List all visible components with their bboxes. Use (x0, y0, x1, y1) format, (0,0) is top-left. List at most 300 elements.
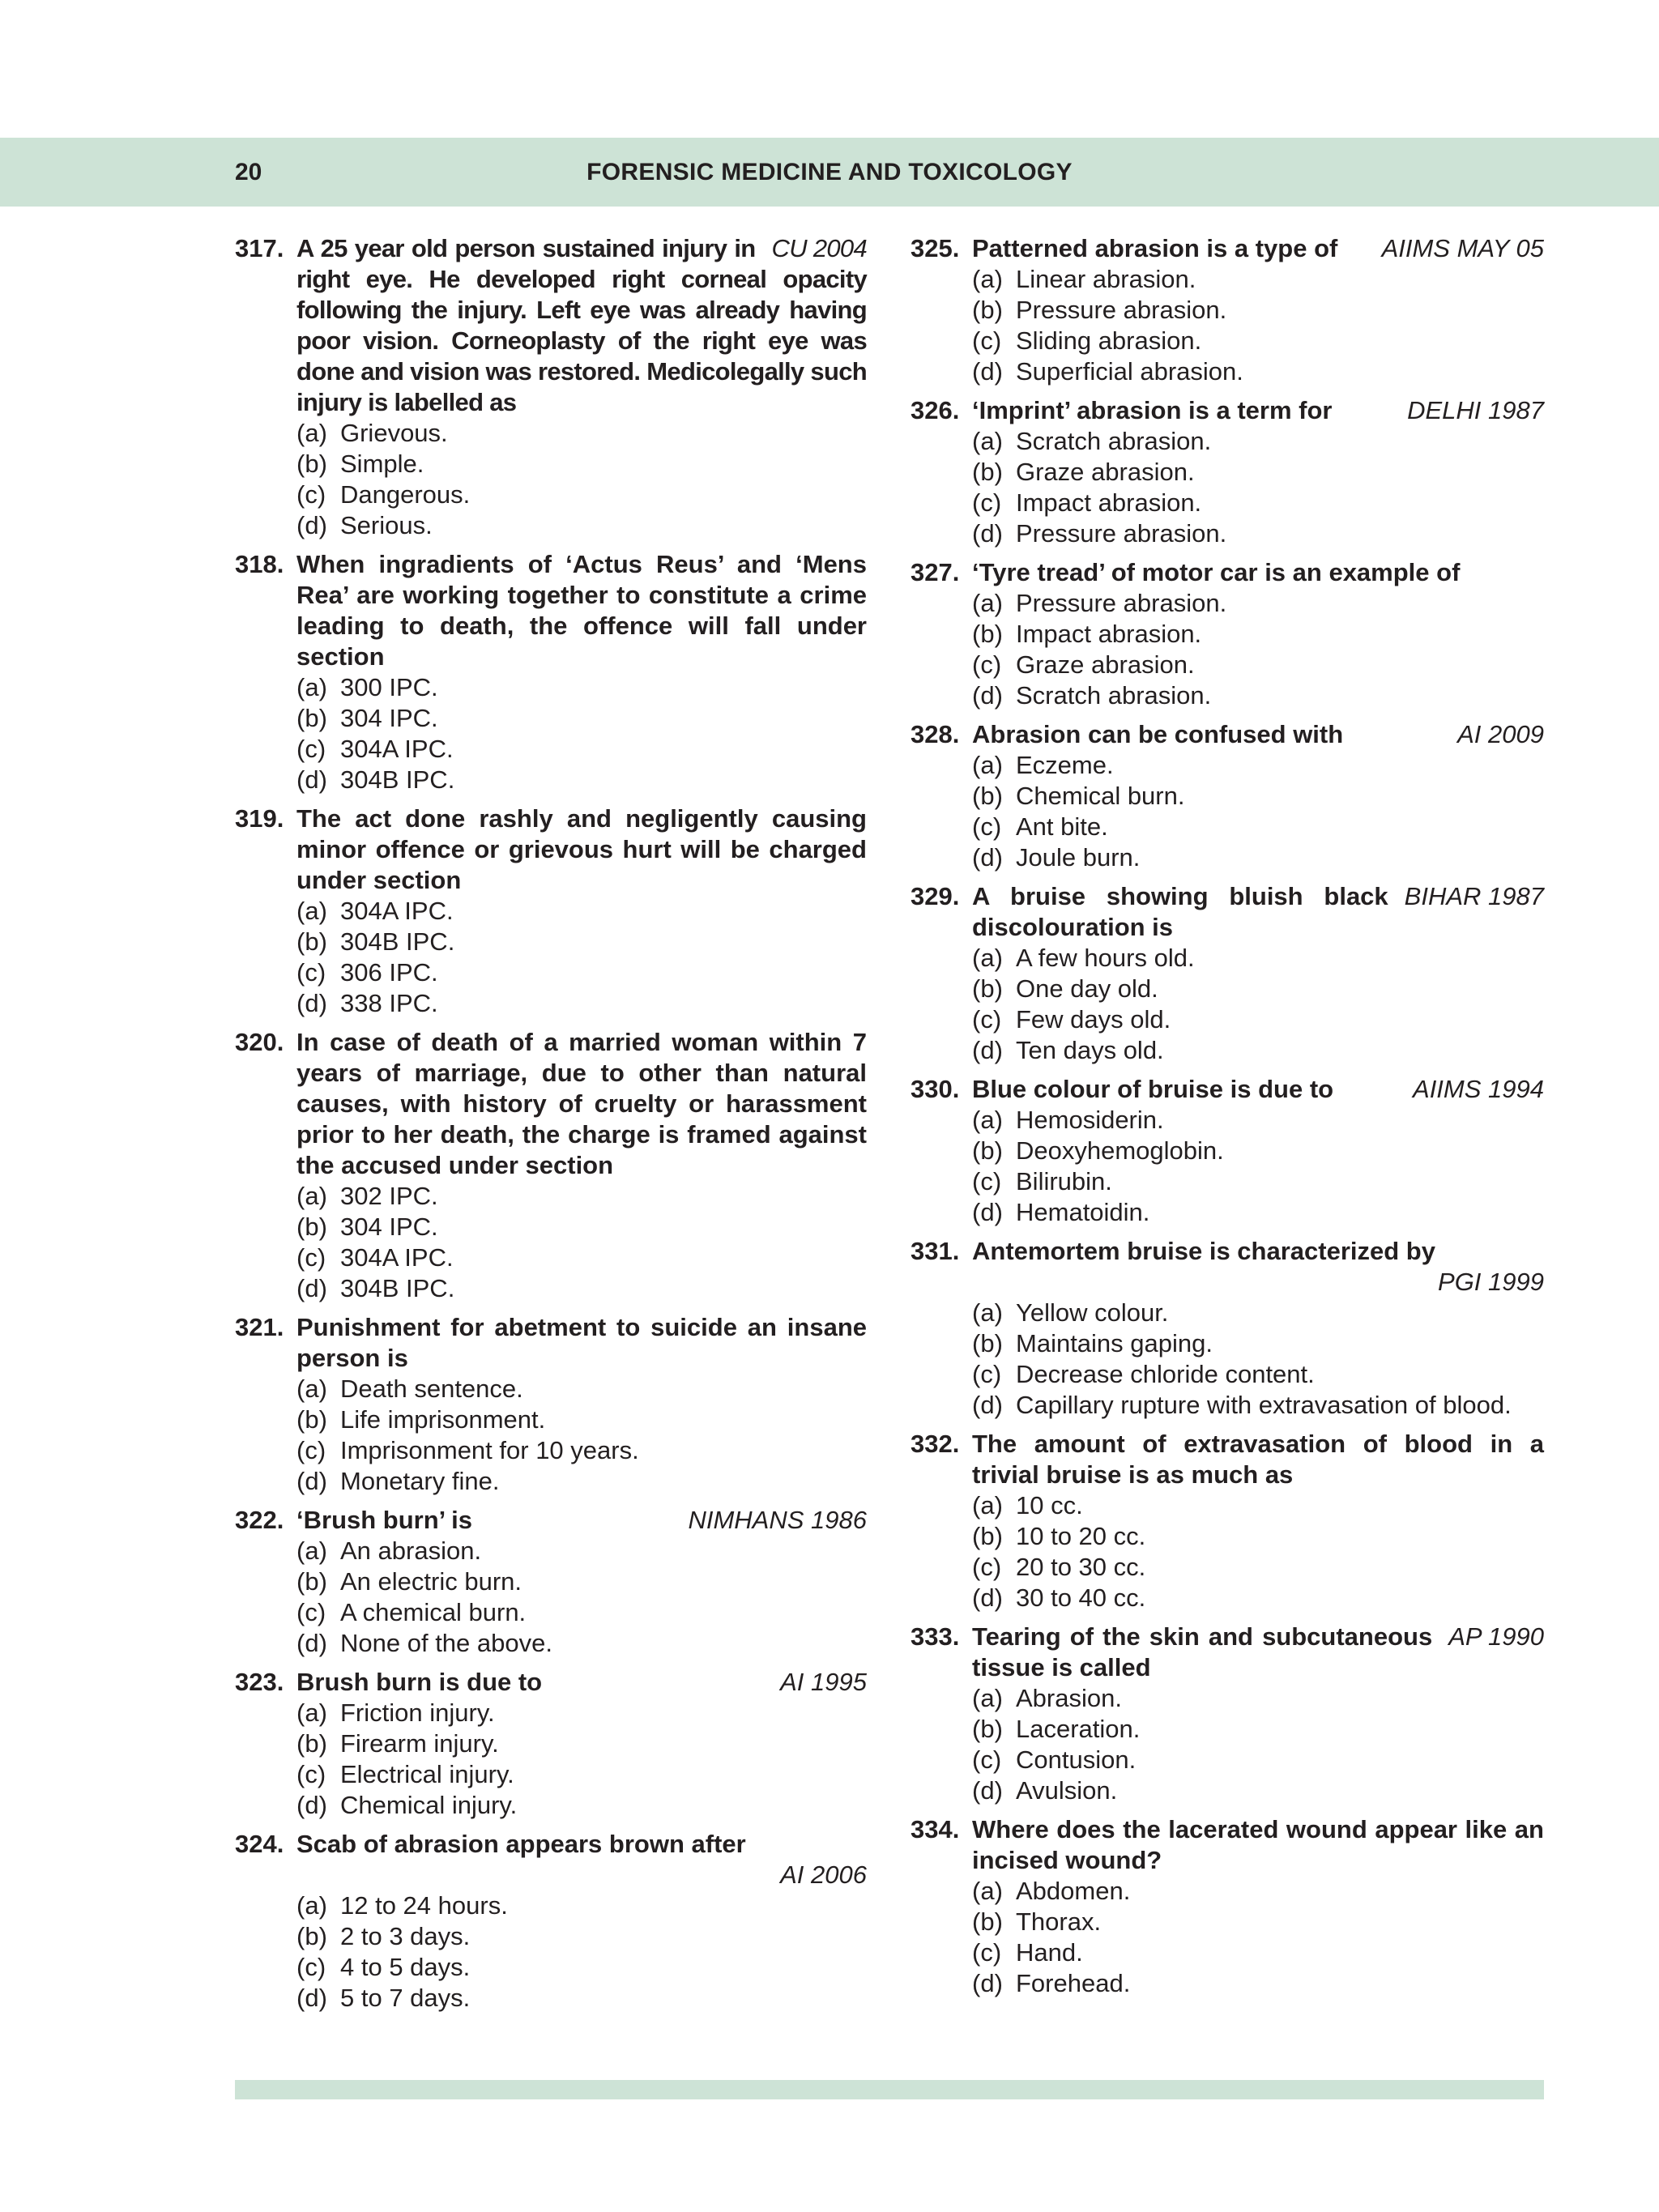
option-label: (c) (296, 1953, 326, 1981)
question-number: 334. (911, 1815, 960, 1843)
option-label: (d) (972, 1036, 1003, 1064)
question-source: NIMHANS 1986 (688, 1506, 867, 1534)
option-text: Ten days old. (1016, 1036, 1164, 1064)
option-item (972, 1552, 1544, 1583)
option-label: (d) (972, 1969, 1003, 1997)
question-325 (911, 233, 1544, 387)
question-header (911, 233, 1544, 264)
option-text: None of the above. (340, 1629, 552, 1657)
question-header (911, 1074, 1544, 1105)
option-label: (c) (972, 1360, 1002, 1388)
question-number: 328. (911, 720, 960, 748)
option-item (296, 1404, 867, 1435)
option-label: (b) (296, 1567, 327, 1596)
question-330 (911, 1074, 1544, 1228)
question-header (235, 233, 867, 418)
question-number: 325. (911, 234, 960, 262)
option-item (296, 1728, 867, 1759)
option-label: (c) (972, 1938, 1002, 1967)
question-stem: Punishment for abetment to suicide an insane person is (296, 1313, 867, 1372)
option-label: (d) (296, 1791, 327, 1819)
options-list (235, 1181, 867, 1304)
option-item (972, 1035, 1544, 1066)
question-stem: The amount of extravasation of blood in a trivial bruise is as much as (972, 1430, 1544, 1489)
option-text: Impact abrasion. (1016, 488, 1202, 517)
options-list (911, 943, 1544, 1066)
option-item (972, 781, 1544, 812)
question-stem: Scab of abrasion appears brown after (296, 1830, 746, 1858)
question-322 (235, 1505, 867, 1659)
question-324 (235, 1829, 867, 2014)
option-item (296, 1597, 867, 1628)
option-label: (a) (296, 1536, 327, 1565)
option-item (972, 588, 1544, 619)
option-text: 304A IPC. (340, 735, 454, 763)
option-label: (b) (972, 620, 1003, 648)
option-label: (d) (296, 765, 327, 794)
option-text: Abrasion. (1016, 1684, 1122, 1712)
option-label: (c) (296, 1243, 326, 1272)
question-number: 326. (911, 396, 960, 424)
option-text: An abrasion. (340, 1536, 482, 1565)
question-header (911, 1236, 1544, 1298)
question-source: AI 2009 (1457, 720, 1544, 748)
question-header (911, 1429, 1544, 1490)
option-item (972, 842, 1544, 873)
option-item (972, 1521, 1544, 1552)
option-label: (a) (296, 673, 327, 701)
option-item (972, 1683, 1544, 1714)
question-text (972, 1814, 1544, 1876)
option-item (972, 1166, 1544, 1197)
option-text: Electrical injury. (340, 1760, 514, 1788)
option-item (296, 1242, 867, 1273)
option-text: Death sentence. (340, 1375, 523, 1403)
question-stem: Where does the lacerated wound appear like an incised wound? (972, 1815, 1544, 1874)
question-number: 330. (911, 1075, 960, 1103)
option-item (972, 264, 1544, 295)
question-334 (911, 1814, 1544, 1999)
option-text: 20 to 30 cc. (1016, 1553, 1146, 1581)
option-item (296, 479, 867, 510)
option-text: 5 to 7 days. (340, 1984, 471, 2012)
question-header (235, 1505, 867, 1536)
option-item (296, 1790, 867, 1821)
option-text: Pressure abrasion. (1016, 296, 1227, 324)
question-stem: A 25 year old person sustained injury in right eye. He developed right corneal opacity following the injury. Left eye was already having poor vision. Corneoplasty of the right eye was done and vision was restored. Medicolegally such injury is labelled as (296, 234, 867, 416)
option-label: (c) (972, 812, 1002, 841)
options-list (235, 896, 867, 1019)
option-item (972, 1490, 1544, 1521)
option-item (972, 1583, 1544, 1613)
option-item (296, 449, 867, 479)
option-text: Chemical burn. (1016, 782, 1185, 810)
option-label: (c) (296, 1598, 326, 1626)
option-text: Pressure abrasion. (1016, 519, 1227, 548)
option-item (296, 418, 867, 449)
option-text: 10 to 20 cc. (1016, 1522, 1146, 1550)
option-label: (c) (972, 326, 1002, 355)
option-text: Few days old. (1016, 1005, 1171, 1034)
option-item (972, 326, 1544, 356)
question-328 (911, 719, 1544, 873)
question-text (972, 1622, 1544, 1683)
option-text: 304A IPC. (340, 1243, 454, 1272)
options-list (235, 1374, 867, 1497)
question-318 (235, 549, 867, 795)
option-label: (b) (296, 927, 327, 956)
question-number: 321. (235, 1313, 284, 1341)
question-text (296, 1829, 867, 1860)
option-item (296, 1921, 867, 1952)
running-title: FORENSIC MEDICINE AND TOXICOLOGY (586, 159, 1073, 185)
question-text (296, 1312, 867, 1374)
question-stem: A bruise showing bluish black discolouration is (972, 882, 1388, 941)
option-label: (b) (296, 1405, 327, 1434)
question-stem: Blue colour of bruise is due to (972, 1075, 1334, 1103)
question-number: 319. (235, 804, 284, 833)
option-label: (a) (972, 1877, 1003, 1905)
option-label: (d) (296, 511, 327, 539)
option-label: (b) (296, 1213, 327, 1241)
option-item (972, 1775, 1544, 1806)
options-list (235, 418, 867, 541)
option-label: (d) (296, 1274, 327, 1302)
option-label: (a) (972, 1684, 1003, 1712)
question-stem: In case of death of a married woman within 7 years of marriage, due to other than natural causes, with history of cruelty or harassment prior to her death, the charge is framed against the accused under section (296, 1028, 867, 1179)
option-item (972, 1197, 1544, 1228)
question-stem: Patterned abrasion is a type of (972, 234, 1338, 262)
option-text: 338 IPC. (340, 989, 438, 1017)
question-332 (911, 1429, 1544, 1613)
option-text: A few hours old. (1016, 944, 1195, 972)
option-text: 302 IPC. (340, 1182, 438, 1210)
question-source: AI 2006 (780, 1860, 867, 1889)
option-item (972, 1968, 1544, 1999)
option-text: 12 to 24 hours. (340, 1891, 508, 1920)
option-text: 30 to 40 cc. (1016, 1583, 1146, 1612)
options-list (911, 264, 1544, 387)
option-label: (c) (296, 480, 326, 509)
option-label: (a) (972, 427, 1003, 455)
question-text (972, 233, 1544, 264)
option-text: Chemical injury. (340, 1791, 518, 1819)
question-stem: ‘Imprint’ abrasion is a term for (972, 396, 1333, 424)
option-text: Bilirubin. (1016, 1167, 1112, 1196)
option-item (972, 356, 1544, 387)
option-item (972, 812, 1544, 842)
option-label: (c) (972, 650, 1002, 679)
option-item (972, 295, 1544, 326)
option-item (972, 1298, 1544, 1328)
option-text: 304B IPC. (340, 927, 455, 956)
option-label: (a) (296, 1698, 327, 1727)
option-text: Monetary fine. (340, 1467, 500, 1495)
option-label: (a) (296, 1182, 327, 1210)
option-text: Graze abrasion. (1016, 650, 1195, 679)
option-label: (a) (296, 897, 327, 925)
option-label: (d) (296, 1467, 327, 1495)
option-label: (c) (972, 1745, 1002, 1774)
option-text: Hematoidin. (1016, 1198, 1150, 1226)
option-text: 304 IPC. (340, 704, 438, 732)
option-item (972, 1876, 1544, 1907)
question-source: AIIMS MAY 05 (1381, 234, 1544, 262)
question-stem: Abrasion can be confused with (972, 720, 1344, 748)
option-text: Hand. (1016, 1938, 1083, 1967)
option-item (296, 765, 867, 795)
option-label: (b) (972, 1715, 1003, 1743)
options-list (911, 750, 1544, 873)
question-number: 324. (235, 1830, 284, 1858)
option-label: (b) (296, 704, 327, 732)
option-text: Laceration. (1016, 1715, 1141, 1743)
option-label: (c) (296, 1760, 326, 1788)
options-list (911, 1490, 1544, 1613)
option-text: Superficial abrasion. (1016, 357, 1243, 386)
option-label: (d) (972, 1198, 1003, 1226)
options-list (235, 1536, 867, 1659)
question-323 (235, 1667, 867, 1821)
option-item (296, 1759, 867, 1790)
question-number: 318. (235, 550, 284, 578)
option-label: (a) (972, 751, 1003, 779)
option-text: Capillary rupture with extravasation of blood. (1016, 1391, 1512, 1419)
right-column (911, 233, 1544, 2007)
option-item (972, 619, 1544, 650)
question-number: 327. (911, 558, 960, 586)
option-text: 304B IPC. (340, 1274, 455, 1302)
option-label: (b) (972, 782, 1003, 810)
question-stem: Brush burn is due to (296, 1668, 543, 1696)
option-label: (a) (972, 944, 1003, 972)
option-item (972, 1136, 1544, 1166)
option-text: Graze abrasion. (1016, 458, 1195, 486)
option-item (972, 488, 1544, 518)
question-source: CU 2004 (771, 234, 867, 262)
question-header (235, 1027, 867, 1181)
option-text: 304B IPC. (340, 765, 455, 794)
question-stem: Tearing of the skin and subcutaneous tissue is called (972, 1622, 1433, 1681)
option-text: Yellow colour. (1016, 1298, 1169, 1327)
question-header (911, 557, 1544, 588)
option-label: (d) (972, 1583, 1003, 1612)
option-label: (d) (296, 1629, 327, 1657)
question-header (235, 549, 867, 672)
option-item (972, 650, 1544, 680)
question-text (296, 1505, 867, 1536)
option-label: (b) (972, 974, 1003, 1003)
question-source: PGI 1999 (1438, 1268, 1544, 1296)
option-text: Joule burn. (1016, 843, 1141, 872)
option-text: Thorax. (1016, 1907, 1102, 1936)
option-item (972, 1004, 1544, 1035)
option-text: Life imprisonment. (340, 1405, 546, 1434)
option-text: Hemosiderin. (1016, 1106, 1164, 1134)
option-text: A chemical burn. (340, 1598, 527, 1626)
option-label: (c) (972, 1167, 1002, 1196)
option-text: Serious. (340, 511, 433, 539)
options-list (235, 1698, 867, 1821)
option-item (296, 1983, 867, 2014)
option-item (972, 1328, 1544, 1359)
option-label: (b) (972, 1907, 1003, 1936)
page-number: 20 (235, 159, 262, 185)
option-item (972, 1907, 1544, 1937)
option-item (972, 1937, 1544, 1968)
question-text (296, 803, 867, 896)
option-label: (c) (972, 1005, 1002, 1034)
left-column (235, 233, 867, 2022)
option-item (972, 1105, 1544, 1136)
option-text: 306 IPC. (340, 958, 438, 987)
question-source: AP 1990 (1448, 1622, 1544, 1651)
options-list (911, 588, 1544, 711)
option-item (296, 1952, 867, 1983)
option-item (972, 518, 1544, 549)
option-item (972, 457, 1544, 488)
option-label: (d) (972, 519, 1003, 548)
options-list (911, 1876, 1544, 1999)
question-331 (911, 1236, 1544, 1421)
option-text: 304A IPC. (340, 897, 454, 925)
question-number: 333. (911, 1622, 960, 1651)
question-text (296, 233, 867, 418)
option-item (972, 426, 1544, 457)
option-text: 300 IPC. (340, 673, 438, 701)
question-source: BIHAR 1987 (1404, 882, 1544, 910)
options-list (235, 1890, 867, 2014)
option-text: Linear abrasion. (1016, 265, 1196, 293)
question-stem: ‘Tyre tread’ of motor car is an example of (972, 558, 1461, 586)
option-label: (a) (972, 1491, 1003, 1519)
question-text (972, 719, 1544, 750)
option-text: 304 IPC. (340, 1213, 438, 1241)
question-320 (235, 1027, 867, 1304)
option-label: (c) (296, 958, 326, 987)
option-text: Dangerous. (340, 480, 471, 509)
option-text: Contusion. (1016, 1745, 1137, 1774)
option-item (296, 988, 867, 1019)
question-text (972, 1074, 1544, 1105)
option-text: One day old. (1016, 974, 1158, 1003)
question-number: 322. (235, 1506, 284, 1534)
option-text: Maintains gaping. (1016, 1329, 1213, 1357)
question-number: 331. (911, 1237, 960, 1265)
question-number: 329. (911, 882, 960, 910)
question-333 (911, 1622, 1544, 1806)
option-item (296, 1212, 867, 1242)
question-329 (911, 881, 1544, 1066)
option-label: (b) (972, 1136, 1003, 1165)
option-label: (d) (296, 1984, 327, 2012)
question-number: 320. (235, 1028, 284, 1056)
option-label: (a) (972, 265, 1003, 293)
option-text: Pressure abrasion. (1016, 589, 1227, 617)
question-source: AI 1995 (780, 1668, 867, 1696)
question-text (296, 1027, 867, 1181)
option-item (296, 957, 867, 988)
option-label: (a) (972, 1106, 1003, 1134)
question-text (972, 1236, 1544, 1267)
option-text: Scratch abrasion. (1016, 681, 1212, 710)
option-text: Imprisonment for 10 years. (340, 1436, 639, 1464)
option-text: Deoxyhemoglobin. (1016, 1136, 1224, 1165)
question-header (911, 1814, 1544, 1876)
option-label: (a) (296, 1891, 327, 1920)
option-text: Forehead. (1016, 1969, 1131, 1997)
option-item (296, 672, 867, 703)
option-label: (a) (972, 589, 1003, 617)
option-item (972, 974, 1544, 1004)
option-label: (b) (972, 1329, 1003, 1357)
option-item (296, 1435, 867, 1466)
question-text (296, 549, 867, 672)
question-text (972, 395, 1544, 426)
option-label: (c) (296, 1436, 326, 1464)
option-text: Avulsion. (1016, 1776, 1118, 1805)
options-list (911, 426, 1544, 549)
option-text: Grievous. (340, 419, 448, 447)
question-326 (911, 395, 1544, 549)
question-header (911, 881, 1544, 943)
options-list (235, 672, 867, 795)
option-text: Firearm injury. (340, 1729, 499, 1758)
option-text: Simple. (340, 450, 424, 478)
question-source: AIIMS 1994 (1413, 1075, 1544, 1103)
question-stem: Antemortem bruise is characterized by (972, 1237, 1435, 1265)
options-list (911, 1683, 1544, 1806)
option-item (296, 927, 867, 957)
option-text: An electric burn. (340, 1567, 522, 1596)
question-number: 317. (235, 234, 284, 262)
option-item (296, 1698, 867, 1728)
question-stem: The act done rashly and negligently causing minor offence or grievous hurt will be charged under section (296, 804, 867, 894)
question-number: 323. (235, 1668, 284, 1696)
question-text (296, 1667, 867, 1698)
option-item (296, 1890, 867, 1921)
question-text (972, 881, 1544, 943)
options-list (911, 1105, 1544, 1228)
option-item (972, 943, 1544, 974)
option-item (972, 750, 1544, 781)
option-text: Decrease chloride content. (1016, 1360, 1315, 1388)
question-header (235, 1829, 867, 1890)
question-321 (235, 1312, 867, 1497)
option-label: (d) (972, 681, 1003, 710)
option-item (296, 1273, 867, 1304)
option-label: (a) (972, 1298, 1003, 1327)
question-header (235, 803, 867, 896)
option-text: 4 to 5 days. (340, 1953, 471, 1981)
option-label: (a) (296, 419, 327, 447)
option-label: (d) (972, 357, 1003, 386)
question-header (235, 1312, 867, 1374)
options-list (911, 1298, 1544, 1421)
question-header (235, 1667, 867, 1698)
option-label: (d) (972, 1776, 1003, 1805)
option-item (296, 1466, 867, 1497)
option-item (296, 510, 867, 541)
option-text: Impact abrasion. (1016, 620, 1202, 648)
question-source: DELHI 1987 (1407, 396, 1544, 424)
question-header (911, 719, 1544, 750)
option-text: Scratch abrasion. (1016, 427, 1212, 455)
footer-band (235, 2080, 1544, 2099)
option-text: Sliding abrasion. (1016, 326, 1202, 355)
option-label: (d) (972, 1391, 1003, 1419)
option-label: (c) (296, 735, 326, 763)
